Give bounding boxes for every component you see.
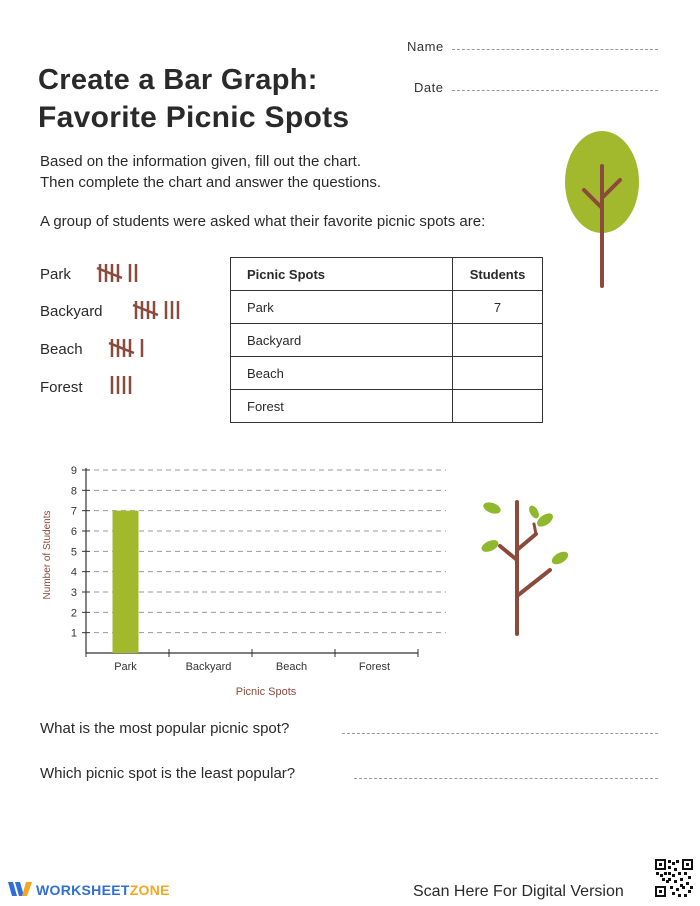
table-cell-students[interactable] — [453, 390, 543, 423]
x-axis-title: Picnic Spots — [235, 686, 297, 698]
table-cell-students[interactable] — [453, 357, 543, 390]
x-tick-label: Forest — [358, 661, 391, 673]
bar-chart — [0, 440, 460, 710]
table-row — [231, 324, 543, 357]
x-tick-label: Backyard — [185, 661, 232, 673]
y-tick-label: 6 — [70, 526, 77, 538]
table-row — [231, 357, 543, 390]
y-tick-label: 3 — [70, 587, 77, 599]
tally-group-beach — [109, 339, 142, 357]
page-title-line2: Favorite Picnic Spots — [38, 101, 350, 134]
leaf-icon — [480, 538, 501, 555]
table-header-row — [231, 258, 543, 291]
name-label: Name — [407, 39, 444, 54]
logo-text-part2: ZONE — [129, 882, 170, 898]
date-field[interactable] — [452, 90, 658, 91]
y-tick-label: 4 — [70, 566, 77, 579]
x-tick-label: Beach — [275, 661, 308, 673]
logo-text-part1: WORKSHEET — [36, 882, 130, 898]
tally-label-park: Park — [40, 266, 71, 283]
table-header-students: Students — [453, 258, 543, 291]
table-row — [231, 390, 543, 423]
instructions-line1: Based on the information given, fill out the chart. — [40, 153, 362, 170]
table-cell-spot: Backyard — [231, 324, 453, 357]
y-tick-label: 8 — [70, 485, 77, 498]
instructions-line2: Then complete the chart and answer the questions. — [40, 174, 382, 191]
picnic-table — [230, 257, 543, 423]
sprout-illustration — [470, 488, 580, 638]
table-cell-spot: Forest — [231, 390, 453, 423]
tally-group-park — [97, 264, 136, 282]
question-1: What is the most popular picnic spot? — [40, 720, 290, 737]
question-2: Which picnic spot is the least popular? — [40, 765, 296, 782]
y-tick-label: 7 — [70, 505, 77, 518]
y-tick-label: 5 — [70, 546, 77, 559]
y-tick-label: 2 — [70, 607, 77, 620]
worksheetzone-logo-icon — [8, 880, 34, 900]
leaf-icon — [550, 549, 571, 567]
tally-group-backyard — [133, 301, 178, 319]
answer-field-1[interactable] — [342, 733, 658, 734]
survey-prompt: A group of students were asked what their favorite picnic spots are: — [40, 213, 486, 230]
scan-text: Scan Here For Digital Version — [413, 883, 624, 900]
y-tick-label: 1 — [70, 627, 77, 640]
table-cell-spot: Park — [231, 291, 453, 324]
table-cell-spot: Beach — [231, 357, 453, 390]
x-tick-label: Park — [114, 661, 137, 673]
leaf-icon — [482, 500, 502, 516]
date-label: Date — [414, 80, 444, 95]
tally-label-beach: Beach — [40, 341, 83, 358]
table-cell-students[interactable] — [453, 324, 543, 357]
table-cell-students[interactable]: 7 — [453, 291, 543, 324]
answer-field-2[interactable] — [354, 778, 658, 779]
y-tick-label: 9 — [70, 465, 77, 477]
qr-code-icon — [654, 858, 694, 898]
tally-label-forest: Forest — [40, 379, 83, 396]
tally-label-backyard: Backyard — [40, 303, 103, 320]
logo-text — [36, 882, 170, 898]
tally-marks — [0, 250, 200, 410]
name-field[interactable] — [452, 49, 658, 50]
page-title-line1: Create a Bar Graph: — [38, 64, 318, 96]
bar-park — [113, 511, 139, 653]
table-header-spots: Picnic Spots — [231, 258, 453, 291]
table-row — [231, 291, 543, 324]
tree-illustration — [560, 128, 644, 292]
y-axis-title: Number of Students — [42, 510, 53, 600]
leaf-icon — [527, 504, 541, 520]
tally-group-forest — [112, 376, 130, 394]
